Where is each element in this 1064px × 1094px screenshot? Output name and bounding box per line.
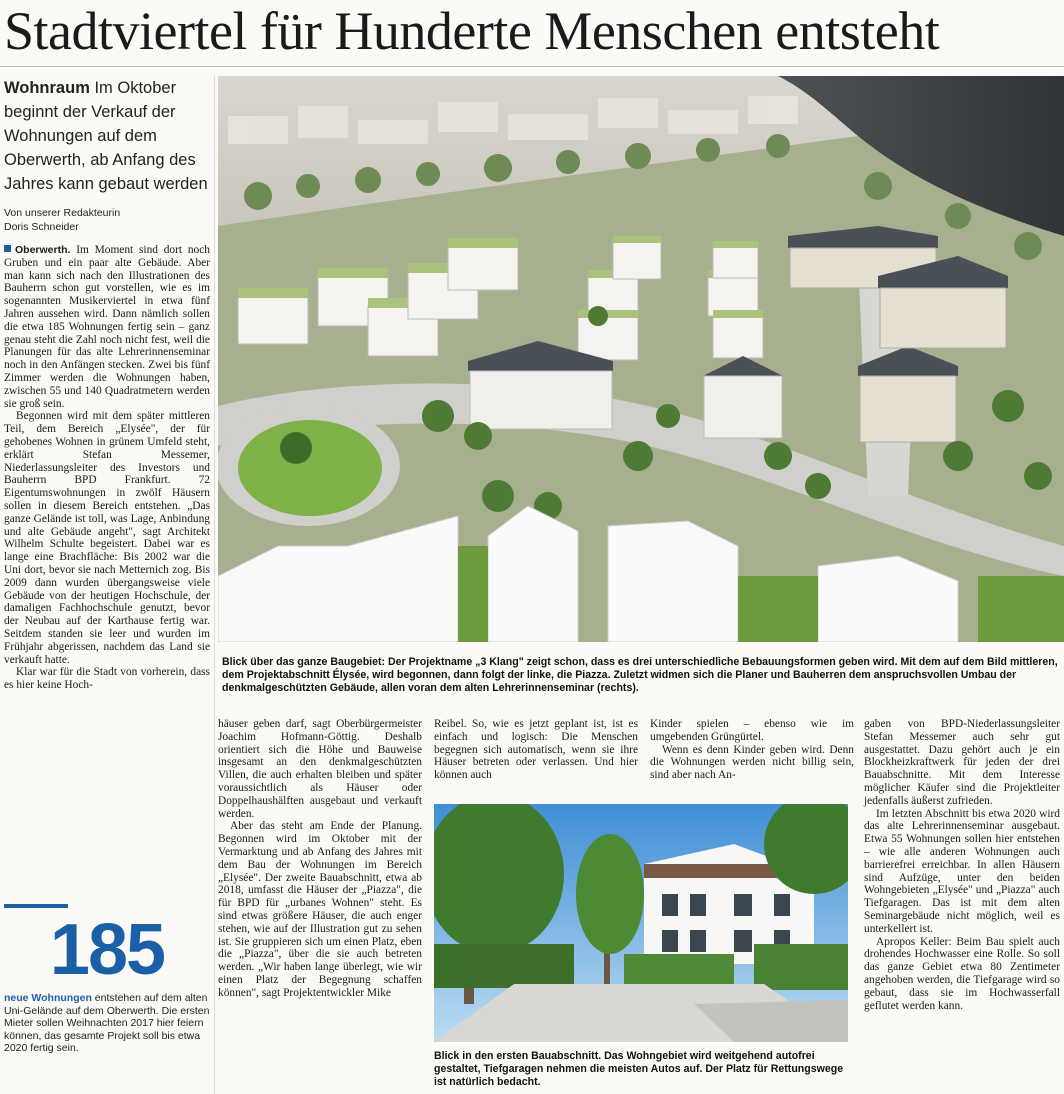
article-column-3: [434, 718, 638, 782]
article-column-2: [218, 718, 422, 1000]
article-paragraph: Aber das steht am Ende der Planung. Begonnen wird im Oktober mit der Vermarktung und ab Anfang des Jahres mit dem Bau der Wohnungen im Bereich „Elysée". Der zweite Bauabschnitt, etwa ab 2018, umfasst die Häuser der „Piazza", die für BPD für „urbanes Wohnen" steht. Es sind etwas größere Häuser, die auch enger stehen, wie auf der Illustration gut zu sehen ist. Sie gruppieren sich um einen Platz, eben die „Piazza", über die sie auch betreten werden. „Wir haben lange überlegt, wie wir einen Platz der Begegnung schaffen können", sagt Projektentwickler Mike: [218, 820, 422, 999]
left-column: [4, 76, 210, 692]
factbox-number: 185: [49, 910, 165, 990]
main-photo-caption: Blick über das ganze Baugebiet: Der Projektname „3 Klang" zeigt schon, dass es drei unterschiedliche Bebauungsformen geben wird. Mit dem auf dem Bild mittleren, dem Projektabschnitt Élysée, wird begonnen, dann folgt der linke, die Piazza. Zuletzt widmen sich die Planer und Bauherren dem anspruchsvollen Umbau der denkmalgeschützten Gebäude, allen voran dem alten Lehrerinnenseminar (rechts).: [222, 656, 1058, 695]
small-photo-caption: Blick in den ersten Bauabschnitt. Das Wohngebiet wird weitgehend autofrei gestaltet, Tiefgaragen nehmen die meisten Autos auf. Der Platz für Rettungswege ist natürlich bedacht.: [434, 1050, 844, 1089]
square-bullet-icon: [4, 245, 11, 252]
headline-rule: [0, 66, 1064, 67]
factbox-highlight: neue Wohnungen: [4, 992, 92, 1004]
aerial-rendering-photo: [218, 76, 1064, 642]
dateline: Oberwerth.: [15, 244, 71, 256]
byline-line-1: Von unserer Redakteurin: [4, 207, 121, 219]
article-paragraph: Im letzten Abschnitt bis etwa 2020 wird das alte Lehrerinnenseminar ausgebaut. Etwa 55 Wohnungen sollen hier entstehen – wie alle anderen Wohnungen auch barrierefrei erreichbar. In allen Häusern sind Aufzüge, unter den beiden Wohngebieten „Elysée" und „Piazza" auch Tiefgaragen. Das ist mit dem alten Seminargebäude nicht möglich, weil es unterkellert ist.: [864, 807, 1060, 935]
article-column-1: [4, 244, 210, 692]
factbox-body: entstehen auf dem alten Uni-Gelände auf dem Oberwerth. Die ersten Mieter sollen Weihnachten 2017 hier feiern können, das gesamte Projekt soll bis etwa 2020 fertig sein.: [4, 992, 210, 1054]
paragraph-text: Im Moment sind dort noch Gruben und ein paar alte Gebäude. Aber man kann sich nach den Illustrationen des Bauherrn schon gut vorstellen, wie es im sogenannten Musikerviertel in etwa fünf Jahren aussehen wird. Dann nämlich sollen die etwa 185 Wohnungen fertig sein – ganz genau steht die Zahl noch nicht fest, weil die Planungen für das alte Lehrerinnenseminar noch in den Anfängen stecken. Zwei bis fünf Zimmer werden die Wohnungen haben, zwischen 55 und 140 Quadratmetern werden sie groß sein.: [4, 244, 210, 410]
kicker: [4, 76, 210, 196]
article-paragraph: Klar war für die Stadt von vorherein, dass es hier keine Hoch-: [4, 666, 210, 692]
article-paragraph: Begonnen wird mit dem später mittleren Teil, dem Bereich „Elysée", der für gehobenes Wohnen in grünem Umfeld steht, erklärt Stefan Messemer, Niederlassungsleiter des Investors und Bauherrn BPD Frankfurt. 72 Eigentumswohnungen in zwölf Häusern sollen in diesem Bereich entstehen. „Das ganze Gelände ist toll, was Lage, Anbindung und alte Gebäude angeht", sagt Architekt Wilhelm Schulte begeistert. Dabei war es lange eine Brachfläche: Bis 2002 war die Uni dort, bevor sie nach Metternich zog. Bis 2009 dann wurden übergangsweise viele Gebäude von der heutigen Hochschule, der damaligen Fachhochschule genutzt, bevor der Neubau auf der Karthause fertig war. Seitdem standen sie leer und wurden im Frühjahr abgerissen, nachdem das Land sie verkauft hatte.: [4, 410, 210, 666]
article-paragraph: Wenn es denn Kinder geben wird. Denn die Wohnungen werden nicht billig sein, sind aber nach An-: [650, 743, 854, 782]
street-rendering-photo: [434, 804, 848, 1042]
article-column-4: [650, 718, 854, 782]
article-column-5: [864, 718, 1060, 1012]
article-paragraph: häuser geben darf, sagt Oberbürgermeister Joachim Hofmann-Göttig. Deshalb orientiert sich die Höhe und Bauweise insgesamt an den denkmalgeschützten Villen, die auch erhalten bleiben und später voraussichtlich als Häuser oder Doppelhaushälften ausgebaut und verkauft werden.: [218, 718, 422, 820]
kicker-text: Im Oktober beginnt der Verkauf der Wohnungen auf dem Oberwerth, ab Anfang des Jahres kann gebaut werden: [4, 79, 208, 193]
article-paragraph: gaben von BPD-Niederlassungsleiter Stefan Messemer auch sehr gut ausgestattet. Dazu gehört auch je ein Blockheizkraftwerk für jeden der drei Bauabschnitte. Mit dem Interesse möglicher Käufer sind die Projektleiter jedenfalls äußerst zufrieden.: [864, 718, 1060, 807]
headline: Stadtviertel für Hunderte Menschen entsteht: [4, 1, 940, 61]
factbox-text: [4, 992, 210, 1055]
article-paragraph: Kinder spielen – ebenso wie im umgebenden Grüngürtel.: [650, 718, 854, 743]
byline-line-2: Doris Schneider: [4, 221, 79, 233]
factbox: [4, 904, 210, 1055]
article-paragraph: Apropos Keller: Beim Bau spielt auch drohendes Hochwasser eine Rolle. So soll das ganze Gebiet etwa 80 Zentimeter angehoben werden, die Tiefgarage wird so gebaut, dass sie im Hochwasserfall geflutet werden kann.: [864, 935, 1060, 1012]
byline: [4, 206, 210, 234]
kicker-rubric: Wohnraum: [4, 79, 90, 97]
article-paragraph: Reibel. So, wie es jetzt geplant ist, ist es einfach und logisch: Die Menschen begegnen sich automatisch, wenn sie ihre Häuser betreten oder verlassen. Und hier können auch: [434, 718, 638, 782]
column-divider: [214, 76, 215, 1094]
article-paragraph: [4, 244, 210, 410]
